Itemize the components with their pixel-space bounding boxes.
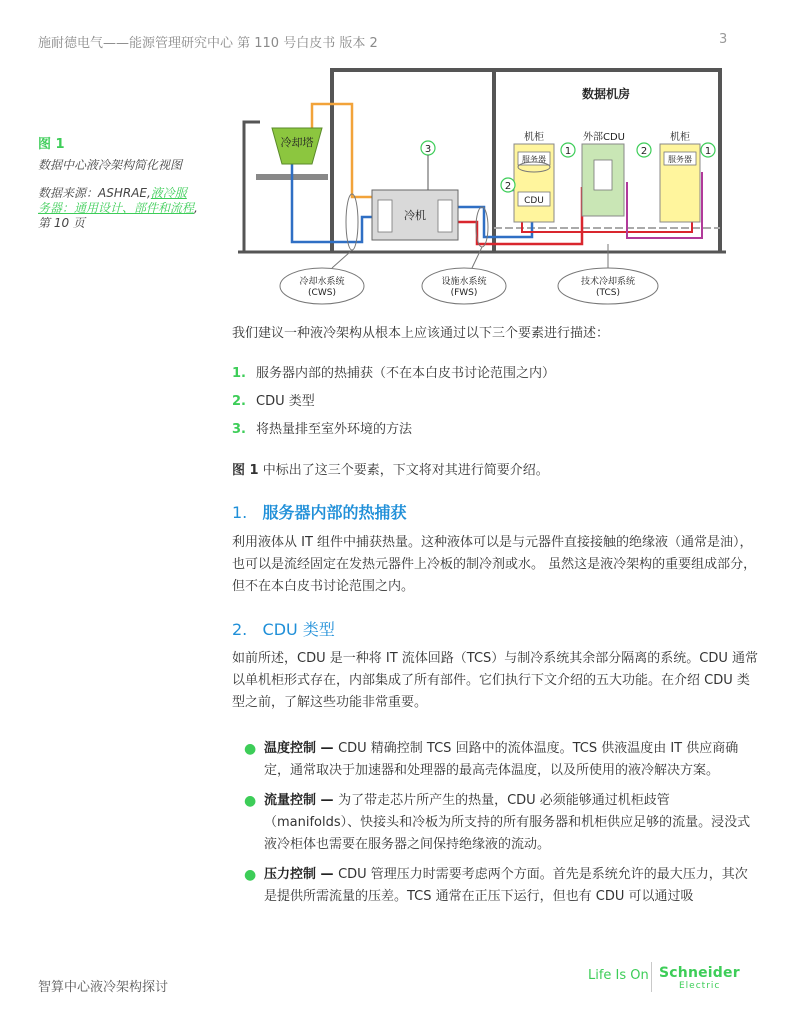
life-is-on-tagline: Life Is On [588,968,649,983]
figure-reference [232,460,762,482]
section-2-number: 2. [232,620,248,639]
list-item-number: 1. [232,366,246,381]
server-right-label: 服务器 [668,155,692,164]
list-item [232,392,752,420]
section-1-heading [232,500,407,523]
logo-sub: Electric [679,981,721,991]
rack-right-label: 机柜 [670,132,690,143]
list-item [232,364,752,392]
list-item-number: 3. [232,422,246,437]
fws-leader [472,247,482,268]
schneider-logo [659,965,740,991]
function-term: 温度控制 — [264,741,339,756]
figure-reference-link: 图 1 [232,463,259,478]
fws-label-line2: (FWS) [450,288,478,298]
elements-list [232,364,752,448]
section-2-heading [232,617,335,640]
fws-label-line1: 设施水系统 [441,277,487,287]
chiller-coil-left [378,200,392,232]
function-term: 压力控制 — [264,867,339,882]
list-item [232,790,757,856]
marker-3-label: 3 [424,144,432,155]
server-left-label: 服务器 [522,155,546,164]
section-1-number: 1. [232,503,248,522]
figure-label: 图 1 [38,137,65,152]
room-title: 数据机房 [581,87,631,101]
ground-frame-left [244,122,260,252]
cdu-box-label: CDU [524,196,544,206]
bullet-dot: ● [244,793,257,809]
marker-2-right-label: 2 [640,146,648,157]
list-item [232,420,752,448]
intro-paragraph: 我们建议一种液冷架构从根本上应该通过以下三个要素进行描述： [232,326,610,341]
section-2-body: 如前所述，CDU 是一种将 IT 流体回路（TCS）与制冷系统其余部分隔离的系统。CDU 通常以单机柜形式存在，内部集成了所有部件。它们执行下文介绍的五大功能。在介绍 CDU 类型之前，了解这些功能非常重要。 [232,651,759,710]
cooling-tower-label: 冷却塔 [280,136,314,149]
function-text: 为了带走芯片所产生的热量，CDU 必须能够通过机柜歧管（manifolds）、快接头和冷板为所支持的所有服务器和机柜供应足够的流量。浸没式液冷柜体也需要在服务器之间保持绝缘液的流动。 [264,793,751,852]
rack-left-label: 机柜 [524,132,544,143]
cdu-functions-list [232,738,757,916]
function-text: CDU 精确控制 TCS 回路中的流体温度。TCS 供液温度由 IT 供应商确定，通常取决于加速器和处理器的最高壳体温度，以及所使用的液冷解决方案。 [264,741,739,778]
list-item-number: 2. [232,394,246,409]
tcs-label-line1: 技术冷却系统 [580,277,636,287]
external-cdu-label: 外部CDU [582,132,626,143]
marker-2-left-label: 2 [504,181,512,192]
chiller-label: 冷机 [404,209,426,222]
figure-source [38,186,198,231]
page-number: 3 [719,32,728,47]
figure-caption: 数据中心液冷架构简化视图 [38,158,183,172]
list-item-text: 服务器内部的热捕获（不在本白皮书讨论范围之内） [256,366,556,381]
list-item [232,738,757,782]
liquid-cooling-architecture-diagram [232,62,732,312]
footer-divider [651,962,652,992]
cws-leader [332,252,350,268]
marker-1-right-label: 1 [704,146,712,157]
tcs-label-line2: (TCS) [596,288,620,298]
bullet-dot: ● [244,741,257,757]
function-text: CDU 管理压力时需要考虑两个方面。首先是系统允许的最大压力，其次是提供所需流量的压差。TCS 通常在正压下运行，但也有 CDU 可以通过吸 [264,867,748,904]
figure-source-suffix: , 第 10 页 [38,201,198,230]
section-1-body: 利用液体从 IT 组件中捕获热量。这种液体可以是与元器件直接接触的绝缘液（通常是油），也可以是流经固定在发热元器件上冷板的制冷剂或水。 虽然这是液冷架构的重要组成部分，但不在本白皮书讨论范围之内。 [232,535,757,594]
running-header: 施耐德电气——能源管理研究中心 第 110 号白皮书 版本 2 [38,36,378,51]
cws-pipe-warm [312,104,392,197]
bullet-dot: ● [244,867,257,883]
list-item-text: CDU 类型 [256,394,315,409]
figure-source-prefix: 数据来源：ASHRAE, [38,186,151,200]
section-1-title: 服务器内部的热捕获 [262,503,407,522]
figure-reference-text: 中标出了这三个要素，下文将对其进行简要介绍。 [258,463,549,478]
marker-1-left-label: 1 [564,146,572,157]
cws-label-line2: (CWS) [308,288,336,298]
cws-label-line1: 冷却水系统 [299,277,345,287]
external-cdu-hx [594,160,612,190]
list-item [232,864,757,908]
footer-doc-title: 智算中心液冷架构探讨 [38,980,169,995]
function-term: 流量控制 — [264,793,339,808]
logo-brand: Schneider [659,965,740,981]
figure-source-link[interactable]: 液冷服务器：通用设计、部件和流程 [38,186,195,215]
chiller-coil-right [438,200,452,232]
section-2-title: CDU 类型 [262,620,335,639]
list-item-text: 将热量排至室外环境的方法 [256,422,413,437]
